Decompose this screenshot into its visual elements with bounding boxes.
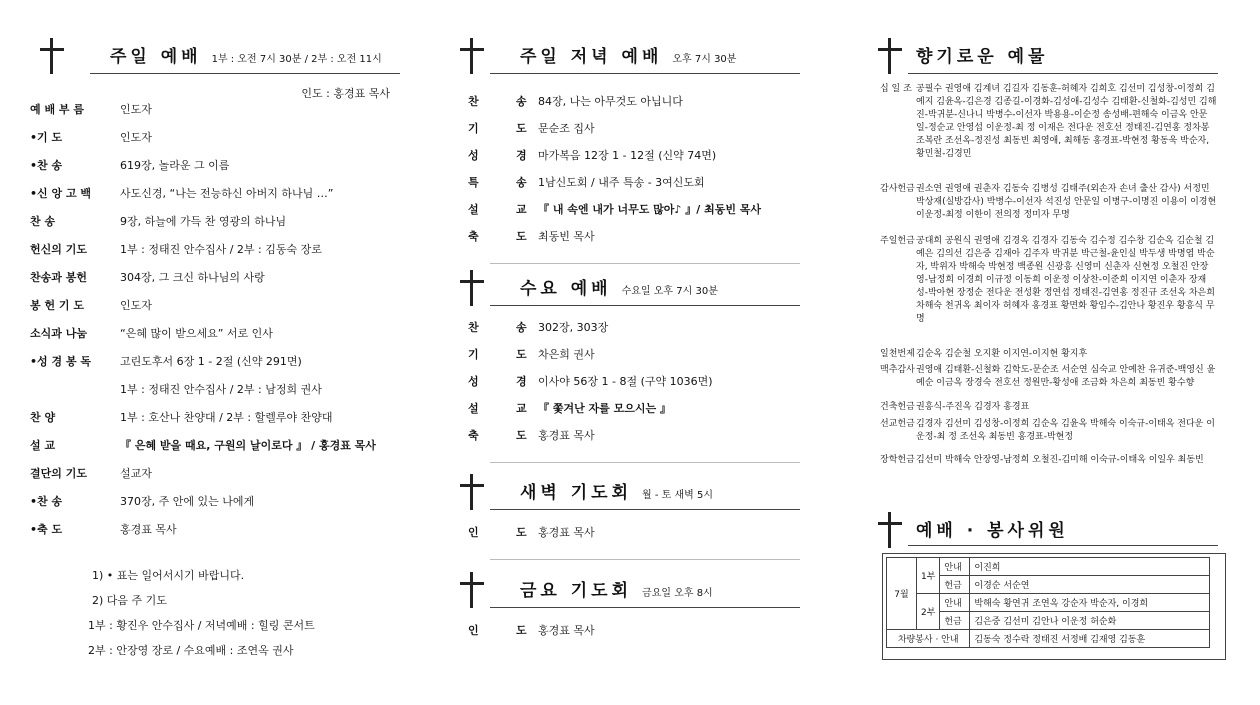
names-cell: 김은중 김선미 김안나 이운정 허순화 [970,612,1210,630]
names-cell: 이경순 서순연 [970,576,1210,594]
offering-group [868,348,1218,361]
service-label: 봉 헌 기 도 [30,299,84,312]
service-value: 1부 : 정태진 안수집사 / 2부 : 김동숙 장로 [120,243,322,256]
service-value: 인도자 [120,103,152,116]
label-char: 도 [516,526,527,539]
service-row [30,269,410,287]
divider [490,509,800,510]
offering-kind: 감사헌금 [880,184,915,194]
service-row [450,174,810,192]
service-value: 302장, 303장 [538,321,609,334]
cross-icon [878,38,902,74]
service-value: 홍경표 목사 [538,624,595,637]
label-char: 축 [468,429,479,442]
service-value: 문순조 집사 [538,122,595,135]
service-row [450,346,810,364]
cross-icon [460,270,484,306]
divider [490,73,800,74]
service-label: 찬 송 [30,215,56,228]
service-label: •찬 송 [30,495,63,508]
service-value: 1부 : 호산나 찬양대 / 2부 : 할렐루야 찬양대 [120,411,333,424]
label-char: 도 [516,429,527,442]
note-line: 2) 다음 주 기도 [92,594,167,607]
service-row [30,353,410,371]
divider [490,263,800,264]
offering-group [868,364,1218,390]
section-title [520,478,713,503]
service-row [30,493,410,511]
friday-header [450,572,810,612]
label-char: 축 [468,230,479,243]
volunteers-title: 예배 · 봉사위원 [916,521,1069,541]
label-char: 경 [516,375,527,388]
service-row [30,325,410,343]
presider-text: 인도 : 홍경표 목사 [301,87,390,100]
offering-group [868,454,1218,467]
label-char: 설 [468,402,479,415]
label-char: 찬 [468,321,479,334]
sunday-worship-header [30,38,410,78]
other-services-column [450,0,810,705]
service-row [450,524,810,542]
service-value: 홍경표 목사 [538,526,595,539]
names-cell: 이진희 [970,558,1210,576]
section-title-text: 새벽 기도회 [520,483,633,503]
label-char: 도 [516,122,527,135]
service-value: 9장, 하늘에 가득 찬 영광의 하나님 [120,215,287,228]
note-line: 2부 : 안장영 장로 / 수요예배 : 조연옥 권사 [88,644,294,657]
label-char: 인 [468,526,479,539]
label-char: 교 [516,203,527,216]
service-value: 홍경표 목사 [538,429,595,442]
service-row [30,465,410,483]
label-char: 성 [468,149,479,162]
offering-group [868,235,1218,326]
offering-kind: 일천번제 [880,349,915,359]
cross-icon [460,38,484,74]
car-label-cell: 차량봉사 · 안내 [887,630,970,648]
label-char: 기 [468,348,479,361]
service-label: •신 앙 고 백 [30,187,92,200]
service-row [450,427,810,445]
divider [908,73,1218,74]
offering-names: 김순옥 김순철 오지환 이지연-이지현 황지후 [916,349,1088,359]
label-char: 교 [516,402,527,415]
service-value: 인도자 [120,131,152,144]
divider [490,559,800,560]
section-title-text: 금요 기도회 [520,581,633,601]
offering-names: 공필수 권영애 김계녀 김길자 김동훈-허혜자 김희호 김선미 김성창-이정희 김예지 김윤옥-김은경 김종길-이경화-김성애-김성수 김태환-신철화-김성민 김해진-박귀분-신나니 박병수-이선자 박용용-이순정 송성배-편해숙 이금옥 안문일-정순교 안영섭 이운정-최 정 이재은 전다운 전호선 정태진-김연홍 정차봉 조복란 조선옥-정진성 최동빈 최영애, 최해동 홍경표-박현정 황동욱 박순자, 황민철-김경민 [916,84,1217,159]
service-label: 결단의 기도 [30,467,87,480]
offerings-title: 향기로운 예물 [916,47,1049,67]
sunday-worship-title [110,42,382,67]
section-title-text: 수요 예배 [520,279,612,299]
service-value: 최동빈 목사 [538,230,595,243]
service-label: 찬송과 봉헌 [30,271,87,284]
service-row [30,157,410,175]
service-label: •찬 송 [30,159,63,172]
role-cell: 안내 [940,558,970,576]
service-value: 마가복음 12장 1 - 12절 (신약 74면) [538,149,717,162]
label-char: 설 [468,203,479,216]
service-label: 찬 양 [30,411,56,424]
service-row [450,201,810,219]
label-char: 성 [468,375,479,388]
part2-cell: 2부 [917,594,940,630]
offering-kind: 주일헌금 [880,236,915,246]
offering-group [868,83,1218,161]
service-label: •성 경 봉 독 [30,355,92,368]
service-value: 304장, 그 크신 하나님의 사랑 [120,271,265,284]
service-value: “은혜 많이 받으세요” 서로 인사 [120,327,273,340]
offering-kind: 선교헌금 [880,419,915,429]
offering-group [868,183,1218,222]
service-value: 홍경표 목사 [120,523,177,536]
month-cell: 7월 [887,558,917,630]
offering-kind: 건축헌금 [880,402,915,412]
offering-names: 공대희 공원식 권영애 김경옥 김경자 김동숙 김수정 김수창 김순옥 김순철 김예은 김의선 김은중 김재아 김주자 박귀분 박근철-윤인실 박두생 박명엽 박순자, 박위자 박해숙 박현정 백종원 신광흥 신영미 신춘자 신현정 오철진 안장영-남정희 이경희 이규정 이동희 이운정 이상찬-이준희 이지연 이춘자 장재성-박아현 장정순 전다운 전성환 정연섭 정태진-김연홍 정진규 조선옥 차은희 차해숙 천귀옥 최이자 허혜자 홍경표 황면화 황임수-김안나 황진우 황흥식 무명 [916,236,1215,324]
service-row [30,241,410,259]
offering-names: 김선미 박해숙 안장영-남정희 오철진-김미해 이숙규-이태옥 이일우 최동빈 [916,455,1204,465]
volunteers-table [886,557,1210,648]
note-line: 1부 : 황진우 안수집사 / 저녁예배 : 힐링 콘서트 [88,619,315,632]
service-row [30,409,410,427]
label-char: 도 [516,624,527,637]
role-cell: 헌금 [940,576,970,594]
service-label: •기 도 [30,131,63,144]
service-value: 차은희 권사 [538,348,595,361]
service-row [30,129,410,147]
service-row [30,185,410,203]
service-row [30,213,410,231]
offering-names: 김경자 김선미 김성창-이정희 김순옥 김윤옥 박해숙 이숙규-이태옥 전다운 이운정-최 정 조선옥 최동빈 홍경표-박현정 [916,419,1215,442]
service-label: 헌신의 기도 [30,243,87,256]
section-title-text: 주일 저녁 예배 [520,47,663,67]
service-row [30,437,410,455]
service-row [450,93,810,111]
names-cell: 박해숙 황연귀 조연옥 강순자 박순자, 이경희 [970,594,1210,612]
service-row [450,622,810,640]
note-line: 1) • 표는 일어서시기 바랍니다. [92,569,245,582]
cross-icon [40,38,64,74]
service-value: 『 쫓겨난 자를 모으시는 』 [538,402,671,415]
section-subtitle: 오후 7시 30분 [672,54,737,65]
section-subtitle: 1부 : 오전 7시 30분 / 2부 : 오전 11시 [211,54,382,65]
offering-kind: 십 일 조 [880,84,912,94]
offerings-header [868,38,1238,78]
offering-group [868,418,1218,444]
service-value: 619장, 놀라운 그 이름 [120,159,230,172]
section-subtitle: 금요일 오후 8시 [642,588,713,599]
label-char: 찬 [468,95,479,108]
offering-group [868,401,1218,414]
label-char: 송 [516,321,527,334]
label-char: 송 [516,95,527,108]
offering-names: 권소연 권영애 권춘자 김동숙 김병성 김태주(외손자 손녀 출산 감사) 서정민 박상재(실방감사) 박병수-이선자 석진성 안문일 이병구-이명진 이용이 이경현 이운정-최정 이한이 전의정 정미자 무명 [916,184,1217,220]
service-row [450,373,810,391]
label-char: 도 [516,230,527,243]
service-value: 84장, 나는 아무것도 아닙니다 [538,95,683,108]
service-label: 예 배 부 름 [30,103,84,116]
divider [908,545,1218,546]
service-value: 1부 : 정태진 안수집사 / 2부 : 남정희 권사 [120,383,322,396]
divider [490,462,800,463]
cross-icon [460,572,484,608]
label-char: 인 [468,624,479,637]
cross-icon [878,512,902,548]
section-subtitle: 월 - 토 새벽 5시 [642,490,714,501]
service-value: 사도신경, “나는 전능하신 아버지 하나님 …” [120,187,334,200]
service-row [450,319,810,337]
service-value: 1남신도회 / 내주 특송 - 3여신도회 [538,176,705,189]
service-value: 370장, 주 안에 있는 나에게 [120,495,255,508]
section-title [520,576,713,601]
service-value: 이사야 56장 1 - 8절 (구약 1036면) [538,375,713,388]
offering-names: 권흥식-주진옥 김경자 홍경표 [916,402,1030,412]
label-char: 송 [516,176,527,189]
service-value: 『 내 속엔 내가 너무도 많아♪ 』/ 최동빈 목사 [538,203,762,216]
service-value: 설교자 [120,467,152,480]
service-value: 고린도후서 6장 1 - 2절 (신약 291면) [120,355,302,368]
section-subtitle: 수요일 오후 7시 30분 [621,286,718,297]
part1-cell: 1부 [917,558,940,594]
cross-icon [460,474,484,510]
car-names-cell: 김동숙 정수락 정태진 서정배 김재영 김동훈 [970,630,1210,648]
label-char: 기 [468,122,479,135]
volunteers-header [868,512,1238,552]
role-cell: 안내 [940,594,970,612]
service-value: 인도자 [120,299,152,312]
divider [90,73,400,74]
service-label: 설 교 [30,439,56,452]
service-label: 소식과 나눔 [30,327,87,340]
service-row [450,120,810,138]
divider [490,607,800,608]
service-row [450,228,810,246]
label-char: 특 [468,176,479,189]
service-value: 『 은혜 받을 때요, 구원의 날이로다 』 / 홍경표 목사 [120,439,376,452]
sunday-worship-column [30,0,410,705]
service-row [30,521,410,539]
service-row [30,101,410,119]
label-char: 경 [516,149,527,162]
divider [490,305,800,306]
section-title [520,42,736,67]
service-label: •축 도 [30,523,63,536]
service-row [450,400,810,418]
wednesday-header [450,270,810,310]
section-title-text: 주일 예배 [110,47,202,67]
offering-names: 권영애 김태환-신철화 김학도-문순조 서순연 심숙교 안예찬 유귀준-백영신 윤예순 이금옥 장경숙 전호선 정원만-황성애 조금화 차은희 최동빈 황수향 [916,365,1216,388]
service-row [30,297,410,315]
section-title [520,274,718,299]
sunday-evening-header [450,38,810,78]
label-char: 도 [516,348,527,361]
offerings-column [868,0,1238,705]
dawn-header [450,474,810,514]
offering-kind: 맥추감사 [880,365,915,375]
role-cell: 헌금 [940,612,970,630]
offering-kind: 장학헌금 [880,455,915,465]
service-row [30,381,410,399]
service-row [450,147,810,165]
